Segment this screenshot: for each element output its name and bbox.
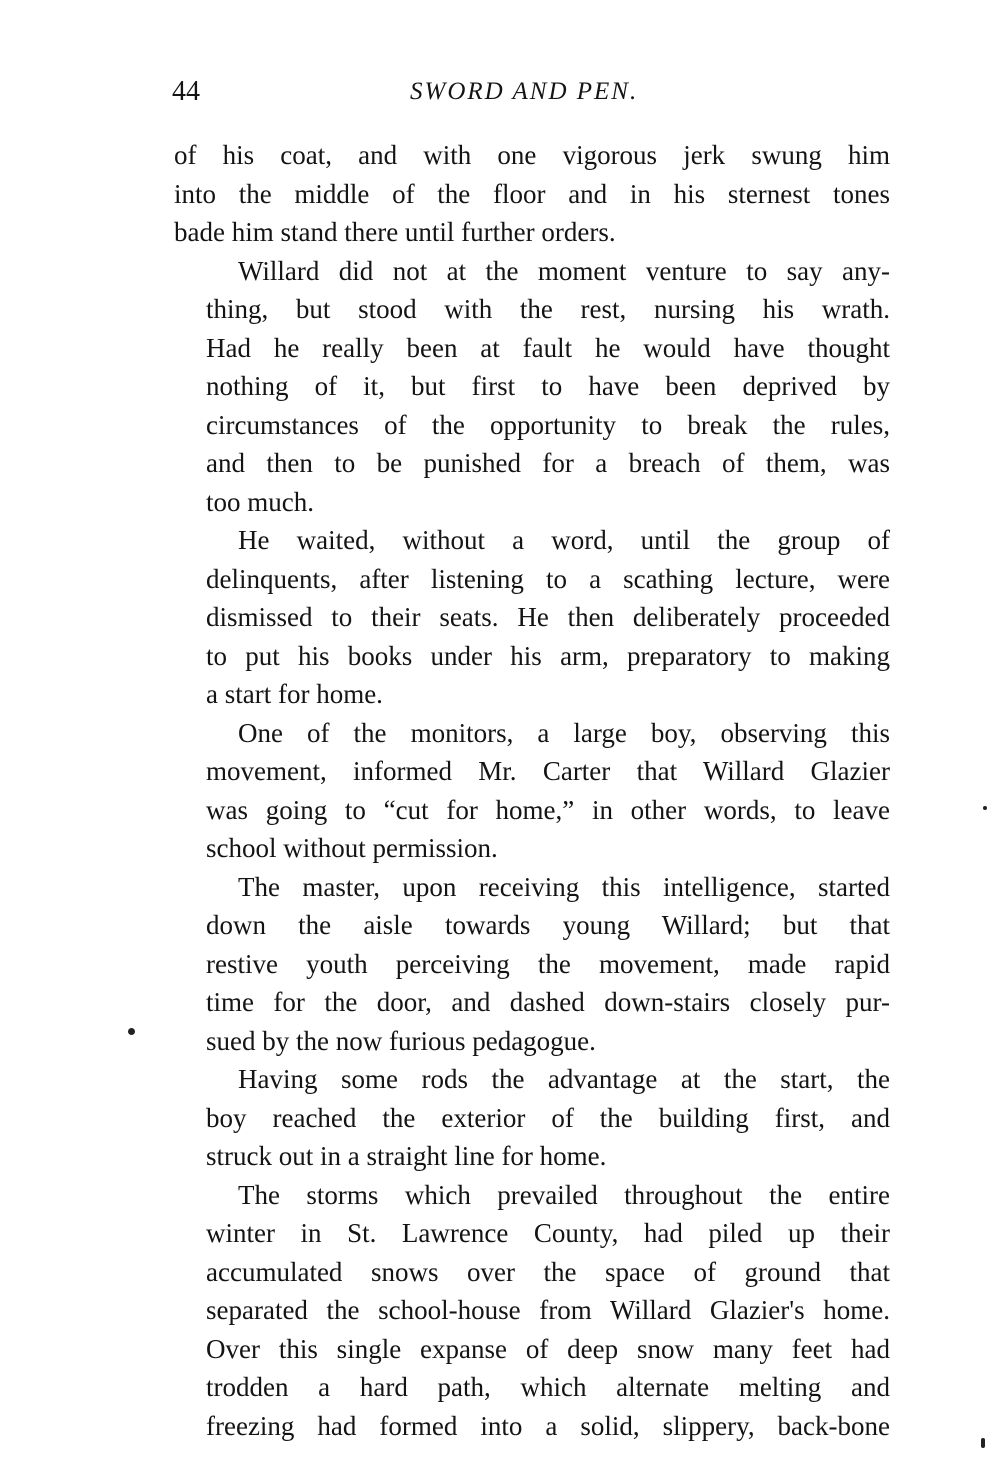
paragraph-7 xyxy=(174,1176,890,1446)
text-line: bade him stand there until further orders. xyxy=(174,217,616,247)
text-line: to put his books under his arm, preparatory to making xyxy=(206,640,890,671)
paragraph-2 xyxy=(174,252,890,522)
text-line: delinquents, after listening to a scathing lecture, were xyxy=(206,563,890,594)
page-number: 44 xyxy=(172,76,200,107)
text-line: accumulated snows over the space of ground that xyxy=(206,1256,890,1287)
text-line: struck out in a straight line for home. xyxy=(206,1141,607,1171)
text-line: trodden a hard path, which alternate melting and xyxy=(206,1372,890,1402)
text-line: freezing had formed into a solid, slippery, back-bone xyxy=(206,1410,890,1441)
text-line: Over this single expanse of deep snow many feet had xyxy=(206,1333,890,1364)
running-title: SWORD AND PEN. xyxy=(410,78,639,105)
text-line: The storms which prevailed throughout the entire xyxy=(238,1179,890,1210)
paragraph-6 xyxy=(174,1060,890,1176)
ink-speck xyxy=(128,1028,135,1035)
text-line: separated the school-house from Willard Glazier's home. xyxy=(206,1295,890,1325)
running-header xyxy=(172,72,892,112)
ink-speck xyxy=(983,806,987,810)
text-line: Having some rods the advantage at the start, the xyxy=(238,1064,890,1094)
text-line: He waited, without a word, until the group of xyxy=(238,525,890,555)
text-line: thing, but stood with the rest, nursing his wrath. xyxy=(206,294,890,324)
text-line: Willard did not at the moment venture to say any- xyxy=(238,255,890,286)
text-line: circumstances of the opportunity to break the rules, xyxy=(206,409,890,440)
text-line: movement, informed Mr. Carter that Willard Glazier xyxy=(206,756,890,786)
text-line: of his coat, and with one vigorous jerk swung him xyxy=(174,140,890,170)
text-line: down the aisle towards young Willard; but that xyxy=(206,910,890,940)
text-line: boy reached the exterior of the building first, and xyxy=(206,1102,890,1133)
paragraph-3 xyxy=(174,521,890,714)
text-line: was going to “cut for home,” in other words, to leave xyxy=(206,794,890,825)
paragraph-1 xyxy=(174,136,890,252)
text-line: a start for home. xyxy=(206,679,383,709)
body-text xyxy=(174,136,890,1445)
text-line: restive youth perceiving the movement, made rapid xyxy=(206,948,890,979)
text-line: school without permission. xyxy=(206,833,498,863)
text-line: The master, upon receiving this intelligence, started xyxy=(238,871,890,902)
text-line: and then to be punished for a breach of them, was xyxy=(206,448,890,478)
text-line: sued by the now furious pedagogue. xyxy=(206,1025,596,1056)
text-line: Had he really been at fault he would have thought xyxy=(206,332,890,363)
text-line: into the middle of the floor and in his sternest tones xyxy=(174,178,890,209)
text-line: winter in St. Lawrence County, had piled up their xyxy=(206,1218,890,1248)
ink-speck xyxy=(981,1438,985,1448)
paragraph-5 xyxy=(174,868,890,1061)
text-line: dismissed to their seats. He then deliberately proceeded xyxy=(206,602,890,632)
text-line: One of the monitors, a large boy, observing this xyxy=(238,717,890,748)
text-line: time for the door, and dashed down-stairs closely pur- xyxy=(206,987,890,1017)
text-line: nothing of it, but first to have been deprived by xyxy=(206,371,890,401)
text-line: too much. xyxy=(206,486,314,517)
paragraph-4 xyxy=(174,714,890,868)
